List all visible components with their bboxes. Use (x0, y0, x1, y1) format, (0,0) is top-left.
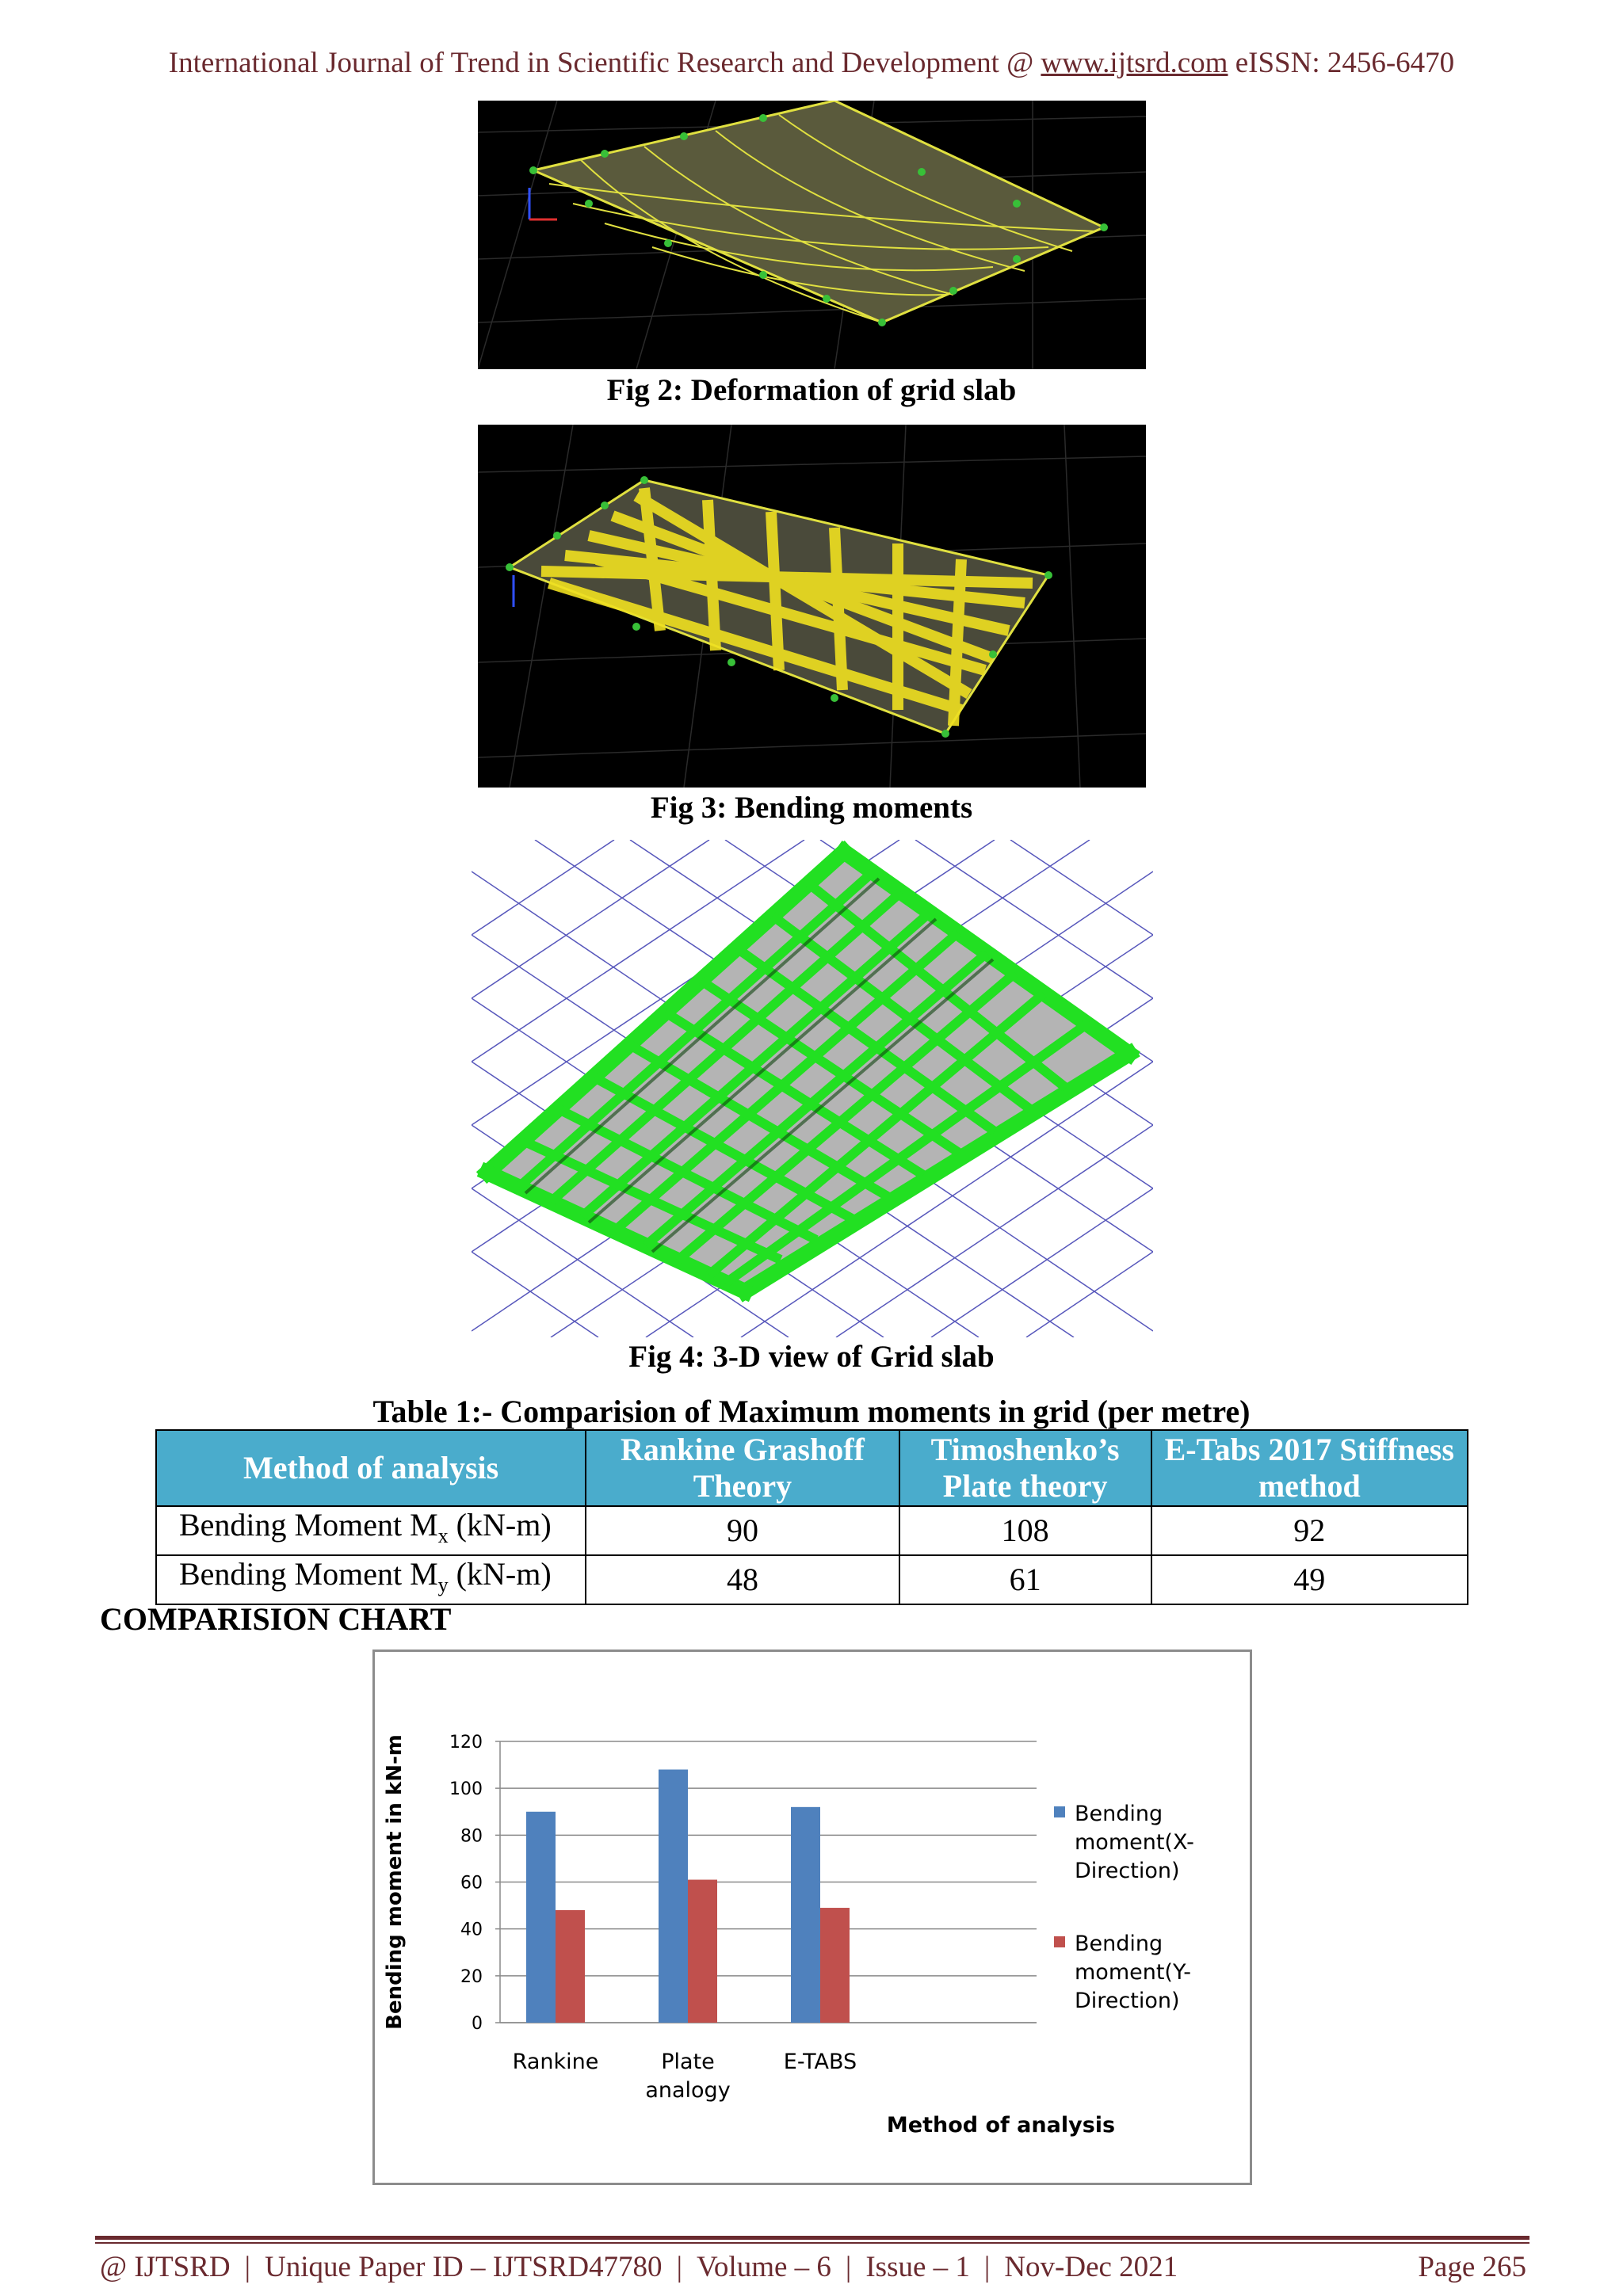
footer-date: Nov-Dec 2021 (1004, 2251, 1178, 2283)
fig3-caption: Fig 3: Bending moments (650, 791, 973, 825)
footer-left (100, 2250, 1178, 2284)
y-tick-label: 120 (449, 1733, 483, 1753)
legend-label: Bending (1075, 1932, 1163, 1956)
y-axis-title: Bending moment in kN-m (383, 1734, 407, 2030)
legend-label: Direction) (1075, 1989, 1180, 2013)
footer-rule-thin (95, 2242, 1529, 2244)
y-tick-label: 0 (472, 2014, 483, 2034)
comparison-chart (372, 1650, 1252, 2185)
legend-swatch (1054, 1806, 1065, 1817)
y-tick-label: 40 (460, 1920, 483, 1940)
table-header: Rankine Grashoff Theory (586, 1430, 899, 1506)
table-cell: 48 (586, 1555, 899, 1604)
bar (526, 1812, 556, 2023)
bar (820, 1908, 850, 2023)
y-tick-label: 80 (460, 1826, 483, 1847)
table-row (156, 1506, 1468, 1555)
footer-page-number: Page 265 (1418, 2251, 1526, 2283)
fig4-caption: Fig 4: 3-D view of Grid slab (628, 1340, 995, 1374)
bar (556, 1910, 585, 2023)
bar-chart (375, 1652, 1250, 2183)
footer-volume: Volume – 6 (696, 2251, 831, 2283)
table-header: Method of analysis (156, 1430, 586, 1506)
header-prefix: International Journal of Trend in Scientific Research and Development @ (168, 47, 1041, 79)
table-row (156, 1555, 1468, 1604)
x-axis-title: Method of analysis (886, 2113, 1116, 2138)
x-tick-label: Plate (661, 2050, 715, 2074)
header-suffix: eISSN: 2456-6470 (1228, 47, 1455, 79)
legend-label: moment(X- (1075, 1830, 1194, 1855)
footer-separator: | (845, 2251, 852, 2283)
row-label (156, 1555, 586, 1604)
table-header-row (156, 1430, 1468, 1506)
table-caption: Table 1:- Comparision of Maximum moments in grid (per metre) (372, 1394, 1251, 1429)
row-label-subscript: x (437, 1524, 449, 1547)
table-header: Timoshenko’s Plate theory (899, 1430, 1151, 1506)
fig4-image (472, 840, 1153, 1337)
footer-separator: | (676, 2251, 682, 2283)
table-cell: 49 (1151, 1555, 1468, 1604)
footer-paper-id: Unique Paper ID – IJTSRD47780 (265, 2251, 663, 2283)
moments-table (155, 1429, 1468, 1605)
table-cell: 61 (899, 1555, 1151, 1604)
row-label-unit: (kN-m) (448, 1507, 552, 1543)
legend-label: Bending (1075, 1802, 1163, 1826)
x-tick-label: E-TABS (783, 2050, 857, 2074)
y-tick-label: 20 (460, 1966, 483, 1987)
footer-journal: @ IJTSRD (100, 2251, 231, 2283)
bar (659, 1770, 688, 2023)
row-label-main: Bending Moment M (179, 1507, 438, 1543)
fig2-image (478, 101, 1146, 369)
x-tick-label: Rankine (512, 2050, 599, 2074)
legend-label: Direction) (1075, 1859, 1180, 1883)
row-label-subscript: y (437, 1573, 449, 1596)
fig3-image (478, 425, 1146, 788)
footer-rule (95, 2236, 1529, 2240)
row-label-unit: (kN-m) (448, 1556, 552, 1592)
footer-separator: | (244, 2251, 251, 2283)
legend-label: moment(Y- (1075, 1960, 1191, 1985)
section-title: COMPARISION CHART (100, 1601, 452, 1637)
row-label (156, 1506, 586, 1555)
row-label-main: Bending Moment M (179, 1556, 438, 1592)
y-tick-label: 100 (449, 1779, 483, 1800)
footer-separator: | (983, 2251, 991, 2283)
table-cell: 92 (1151, 1506, 1468, 1555)
x-tick-label: analogy (645, 2078, 731, 2103)
journal-link[interactable]: www.ijtsrd.com (1041, 47, 1228, 79)
bar (791, 1807, 820, 2023)
table-header: E-Tabs 2017 Stiffness method (1151, 1430, 1468, 1506)
table-cell: 90 (586, 1506, 899, 1555)
table-cell: 108 (899, 1506, 1151, 1555)
page-footer (100, 2250, 1526, 2284)
bar (688, 1880, 717, 2023)
journal-header (0, 46, 1623, 80)
y-tick-label: 60 (460, 1873, 483, 1894)
legend-swatch (1054, 1936, 1065, 1947)
fig2-caption: Fig 2: Deformation of grid slab (606, 373, 1017, 407)
footer-issue: Issue – 1 (865, 2251, 970, 2283)
